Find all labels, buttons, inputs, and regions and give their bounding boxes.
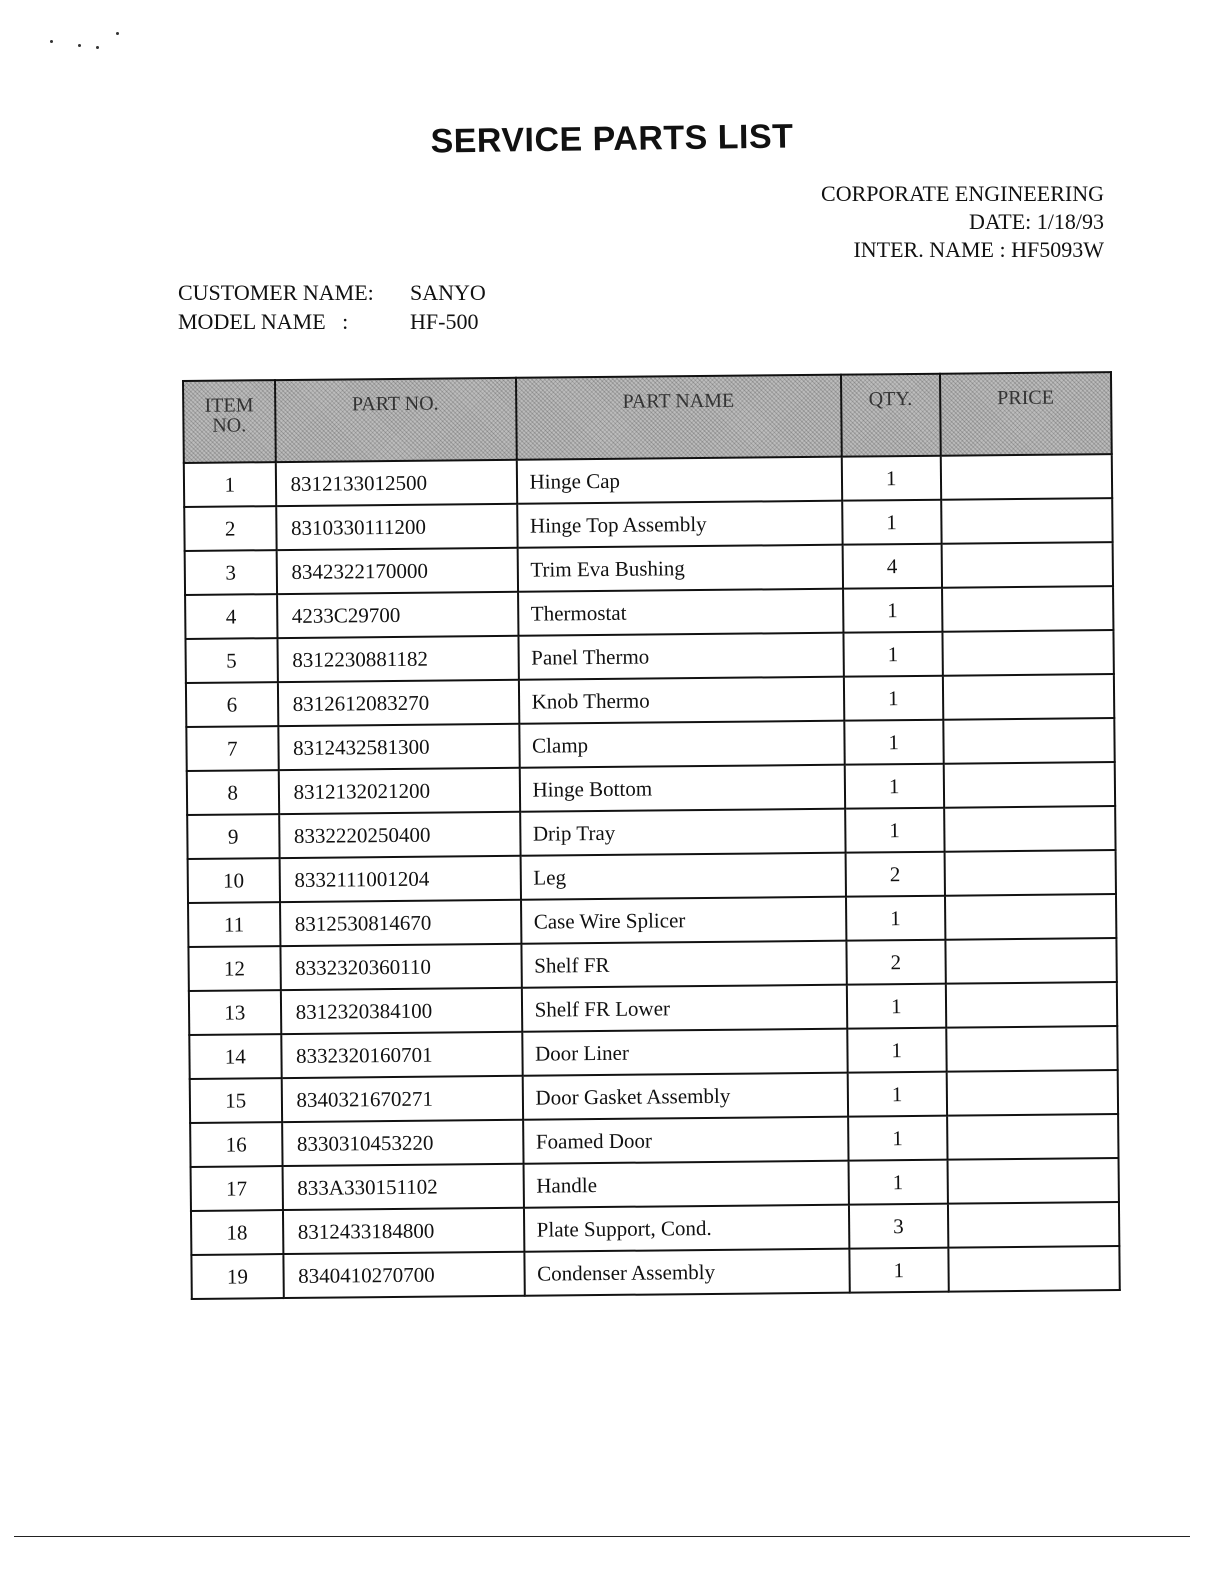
- header-info: [821, 180, 1104, 264]
- inter-name-line: [821, 236, 1104, 264]
- header-item-line2: NO.: [212, 414, 247, 437]
- customer-value: SANYO: [410, 280, 486, 305]
- cell-part-no: 8312432581300: [278, 724, 519, 770]
- parts-table-body: [184, 454, 1120, 1299]
- scan-speck: [78, 44, 81, 47]
- page-title: SERVICE PARTS LIST: [430, 117, 794, 161]
- cell-price: [942, 630, 1114, 676]
- cell-item-no: 19: [191, 1254, 283, 1299]
- cell-item-no: 2: [184, 506, 276, 551]
- cell-part-no: 8342322170000: [276, 548, 517, 594]
- parts-table-wrapper: [182, 371, 1121, 1300]
- cell-part-name: Condenser Assembly: [524, 1249, 850, 1296]
- cell-qty: 1: [845, 764, 944, 809]
- scan-speck: [116, 32, 119, 35]
- header-item-no: [183, 380, 275, 463]
- date-value: 1/18/93: [1036, 209, 1104, 234]
- cell-part-name: Panel Thermo: [518, 633, 844, 680]
- cell-price: [943, 674, 1115, 720]
- cell-item-no: 13: [189, 990, 281, 1035]
- cell-part-no: 8332320160701: [281, 1032, 522, 1078]
- cell-part-name: Knob Thermo: [518, 677, 844, 724]
- cell-part-no: 8312133012500: [275, 460, 516, 506]
- cell-part-no: 8340410270700: [283, 1252, 524, 1298]
- cell-qty: 1: [846, 896, 945, 941]
- cell-qty: 1: [847, 1028, 946, 1073]
- cell-part-no: 8310330111200: [276, 504, 517, 550]
- cell-part-no: 8330310453220: [282, 1120, 523, 1166]
- cell-qty: 1: [842, 456, 941, 501]
- cell-part-name: Door Liner: [522, 1029, 848, 1076]
- cell-item-no: 9: [187, 814, 279, 859]
- cell-item-no: 3: [185, 550, 277, 595]
- model-value: HF-500: [410, 309, 479, 334]
- cell-part-name: Plate Support, Cond.: [524, 1205, 850, 1252]
- cell-price: [943, 762, 1115, 808]
- header-part-no: PART NO.: [275, 378, 517, 462]
- cell-qty: 3: [849, 1204, 948, 1249]
- cell-item-no: 8: [187, 770, 279, 815]
- cell-part-name: Shelf FR: [521, 941, 847, 988]
- cell-qty: 1: [842, 500, 941, 545]
- cell-part-no: 8312132021200: [278, 768, 519, 814]
- cell-part-no: 8332320360110: [280, 944, 521, 990]
- header-item-line1: ITEM: [204, 394, 254, 417]
- cell-price: [943, 718, 1115, 764]
- cell-qty: 2: [846, 940, 945, 985]
- cell-item-no: 12: [188, 946, 280, 991]
- table-header-row: [183, 372, 1112, 463]
- cell-price: [946, 1026, 1118, 1072]
- cell-price: [944, 850, 1116, 896]
- cell-qty: 1: [843, 588, 942, 633]
- cell-item-no: 18: [191, 1210, 283, 1255]
- scan-speck: [50, 40, 53, 43]
- cell-price: [944, 806, 1116, 852]
- cell-part-name: Hinge Cap: [516, 457, 842, 504]
- cell-price: [945, 982, 1117, 1028]
- cell-part-name: Thermostat: [518, 589, 844, 636]
- inter-name-value: HF5093W: [1011, 237, 1104, 262]
- cell-part-no: 8312320384100: [280, 988, 521, 1034]
- cell-part-name: Handle: [523, 1161, 849, 1208]
- inter-name-label: INTER. NAME :: [853, 237, 1006, 262]
- cell-item-no: 5: [185, 638, 277, 683]
- cell-part-name: Trim Eva Bushing: [517, 545, 843, 592]
- table-row: [191, 1246, 1119, 1299]
- cell-part-name: Door Gasket Assembly: [522, 1073, 848, 1120]
- cell-price: [947, 1158, 1119, 1204]
- cell-part-name: Leg: [520, 853, 846, 900]
- cell-price: [940, 454, 1112, 500]
- department-name: CORPORATE ENGINEERING: [821, 181, 1104, 206]
- header-price: PRICE: [940, 372, 1112, 456]
- cell-qty: 1: [847, 984, 946, 1029]
- scan-speck: [96, 46, 99, 49]
- cell-qty: 1: [848, 1160, 947, 1205]
- cell-item-no: 6: [186, 682, 278, 727]
- page-bottom-rule: [14, 1536, 1190, 1537]
- cell-qty: 1: [844, 720, 943, 765]
- date-line: [821, 208, 1104, 236]
- cell-qty: 1: [845, 808, 944, 853]
- cell-price: [947, 1114, 1119, 1160]
- cell-item-no: 1: [184, 462, 276, 507]
- cell-part-no: 8332111001204: [279, 856, 520, 902]
- cell-part-name: Hinge Bottom: [519, 765, 845, 812]
- cell-qty: 1: [843, 632, 942, 677]
- cell-part-name: Case Wire Splicer: [521, 897, 847, 944]
- cell-part-name: Drip Tray: [520, 809, 846, 856]
- date-label: DATE:: [968, 209, 1032, 234]
- cell-item-no: 11: [188, 902, 280, 947]
- cell-part-no: 8332220250400: [279, 812, 520, 858]
- cell-part-no: 4233C29700: [277, 592, 518, 638]
- cell-qty: 1: [847, 1072, 946, 1117]
- cell-qty: 1: [844, 676, 943, 721]
- header-part-name: PART NAME: [516, 375, 842, 460]
- cell-part-name: Clamp: [519, 721, 845, 768]
- cell-part-no: 8312230881182: [277, 636, 518, 682]
- cell-item-no: 10: [188, 858, 280, 903]
- cell-item-no: 16: [190, 1122, 282, 1167]
- cell-item-no: 4: [185, 594, 277, 639]
- cell-qty: 2: [845, 852, 944, 897]
- model-label: MODEL NAME :: [178, 309, 349, 334]
- cell-qty: 4: [842, 544, 941, 589]
- cell-price: [945, 894, 1117, 940]
- header-qty: QTY.: [841, 374, 941, 457]
- cell-part-name: Hinge Top Assembly: [517, 501, 843, 548]
- cell-item-no: 15: [190, 1078, 282, 1123]
- customer-line: [178, 278, 486, 307]
- cell-price: [948, 1202, 1120, 1248]
- cell-part-no: 8312612083270: [277, 680, 518, 726]
- cell-part-no: 8340321670271: [281, 1076, 522, 1122]
- cell-price: [948, 1246, 1120, 1292]
- cell-part-name: Shelf FR Lower: [521, 985, 847, 1032]
- cell-price: [941, 542, 1113, 588]
- cell-qty: 1: [848, 1116, 947, 1161]
- cell-price: [945, 938, 1117, 984]
- cell-part-name: Foamed Door: [523, 1117, 849, 1164]
- cell-item-no: 7: [186, 726, 278, 771]
- cell-price: [946, 1070, 1118, 1116]
- cell-price: [942, 586, 1114, 632]
- cell-part-no: 833A330151102: [282, 1164, 523, 1210]
- model-line: [178, 307, 486, 336]
- cell-price: [941, 498, 1113, 544]
- customer-info: [178, 278, 486, 336]
- cell-item-no: 17: [191, 1166, 283, 1211]
- parts-table: [182, 371, 1121, 1300]
- cell-part-no: 8312530814670: [280, 900, 521, 946]
- cell-qty: 1: [849, 1248, 948, 1293]
- cell-part-no: 8312433184800: [283, 1208, 524, 1254]
- customer-label: CUSTOMER NAME:: [178, 280, 374, 305]
- cell-item-no: 14: [189, 1034, 281, 1079]
